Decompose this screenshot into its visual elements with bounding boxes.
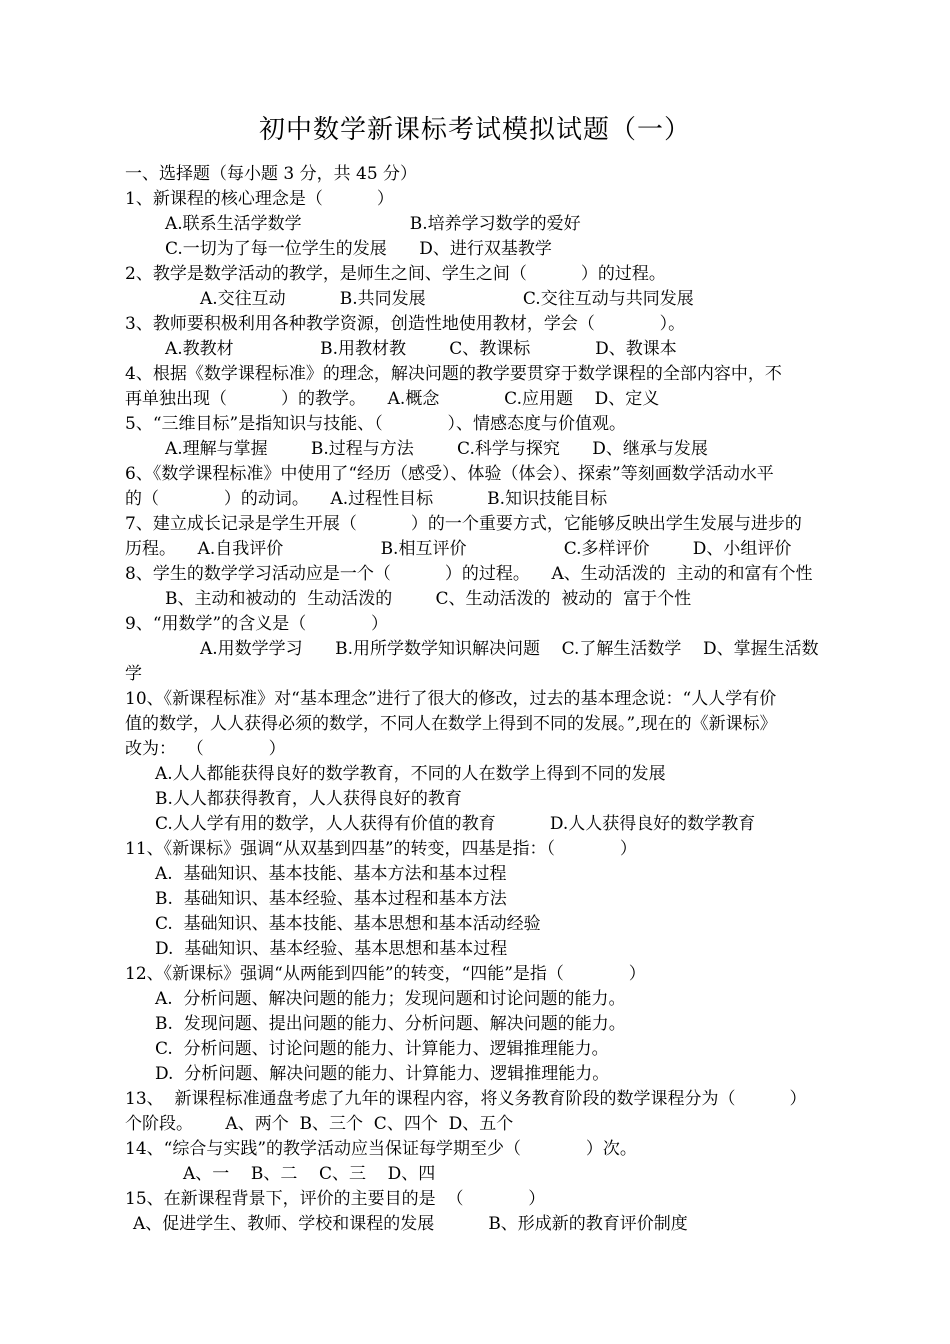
question-1-options-cd: C.一切为了每一位学生的发展 D、进行双基教学 <box>165 239 552 259</box>
question-11-option-c: C. 基础知识、基本技能、基本思想和基本活动经验 <box>155 914 541 934</box>
question-13-line-1: 13、 新课程标准通盘考虑了九年的课程内容，将义务教育阶段的数学课程分为（ ） <box>125 1089 807 1109</box>
question-4-line-2: 再单独出现（ ）的教学。 A.概念 C.应用题 D、定义 <box>125 389 660 409</box>
question-14: 14、“综合与实践”的教学活动应当保证每学期至少（ ）次。 <box>125 1139 637 1159</box>
question-13-line-2: 个阶段。 A、两个 B、三个 C、四个 D、五个 <box>125 1114 514 1134</box>
question-10-option-b: B.人人都获得教育，人人获得良好的教育 <box>155 789 462 809</box>
question-10-option-cd: C.人人学有用的数学，人人获得有价值的教育 D.人人获得良好的数学教育 <box>155 814 756 834</box>
question-3: 3、教师要积极利用各种教学资源，创造性地使用教材，学会（ ）。 <box>125 314 686 334</box>
question-11-option-a: A. 基础知识、基本技能、基本方法和基本过程 <box>155 864 507 884</box>
question-3-options: A.教教材 B.用教材教 C、教课标 D、教课本 <box>165 339 677 359</box>
page-title: 初中数学新课标考试模拟试题（一） <box>258 115 691 145</box>
question-10-line-2: 值的数学，人人获得必须的数学，不同人在数学上得到不同的发展。”,现在的《新课标》 <box>125 714 777 734</box>
question-9: 9、“用数学”的含义是（ ） <box>125 614 389 634</box>
question-1-options-ab: A.联系生活学数学 B.培养学习数学的爱好 <box>165 214 581 234</box>
question-11-option-d: D. 基础知识、基本经验、基本思想和基本过程 <box>155 939 508 959</box>
question-10-option-a: A.人人都能获得良好的数学教育，不同的人在数学上得到不同的发展 <box>155 764 666 784</box>
question-5: 5、“三维目标”是指知识与技能、（ ）、情感态度与价值观。 <box>125 414 627 434</box>
question-12: 12、《新课标》强调“从两能到四能”的转变，“四能”是指（ ） <box>125 964 646 984</box>
section-heading: 一、选择题（每小题 3 分，共 45 分） <box>125 164 418 184</box>
question-7-line-1: 7、建立成长记录是学生开展（ ）的一个重要方式，它能够反映出学生发展与进步的 <box>125 514 802 534</box>
question-8-line-1: 8、学生的数学学习活动应是一个（ ）的过程。 A、生动活泼的 主动的和富有个性 <box>125 564 813 584</box>
question-12-option-b: B. 发现问题、提出问题的能力、分析问题、解决问题的能力。 <box>155 1014 626 1034</box>
question-11-option-b: B. 基础知识、基本经验、基本过程和基本方法 <box>155 889 507 909</box>
question-7-line-2: 历程。 A.自我评价 B.相互评价 C.多样评价 D、小组评价 <box>125 539 792 559</box>
question-6-line-1: 6、《数学课程标准》中使用了“经历（感受）、体验（体会）、探索”等刻画数学活动水平 <box>125 464 774 484</box>
question-10-line-1: 10、《新课程标准》对“基本理念”进行了很大的修改，过去的基本理念说：“人人学有价 <box>125 689 777 709</box>
question-15: 15、在新课程背景下，评价的主要目的是 （ ） <box>125 1189 546 1209</box>
question-4-line-1: 4、根据《数学课程标准》的理念，解决问题的教学要贯穿于数学课程的全部内容中，不 <box>125 364 782 384</box>
question-11: 11、《新课标》强调“从双基到四基”的转变，四基是指：（ ） <box>125 839 637 859</box>
question-8-line-2: B、主动和被动的 生动活泼的 C、生动活泼的 被动的 富于个性 <box>165 589 692 609</box>
question-10-line-3: 改为： （ ） <box>125 739 286 759</box>
question-9-options-wrap: 学 <box>125 664 142 684</box>
question-9-options: A.用数学学习 B.用所学数学知识解决问题 C.了解生活数学 D、掌握生活数 <box>200 639 819 659</box>
question-1: 1、新课程的核心理念是（ ） <box>125 189 394 209</box>
question-15-options: A、促进学生、教师、学校和课程的发展 B、形成新的教育评价制度 <box>133 1214 688 1234</box>
question-6-line-2: 的（ ）的动词。 A.过程性目标 B.知识技能目标 <box>125 489 608 509</box>
question-2: 2、教学是数学活动的教学，是师生之间、学生之间（ ）的过程。 <box>125 264 666 284</box>
question-12-option-d: D. 分析问题、解决问题的能力、计算能力、逻辑推理能力。 <box>155 1064 610 1084</box>
question-5-options: A.理解与掌握 B.过程与方法 C.科学与探究 D、继承与发展 <box>165 439 708 459</box>
question-14-options: A、一 B、二 C、三 D、四 <box>183 1164 436 1184</box>
question-12-option-a: A. 分析问题、解决问题的能力；发现问题和讨论问题的能力。 <box>155 989 626 1009</box>
question-2-options: A.交往互动 B.共同发展 C.交往互动与共同发展 <box>200 289 694 309</box>
question-12-option-c: C. 分析问题、讨论问题的能力、计算能力、逻辑推理能力。 <box>155 1039 609 1059</box>
